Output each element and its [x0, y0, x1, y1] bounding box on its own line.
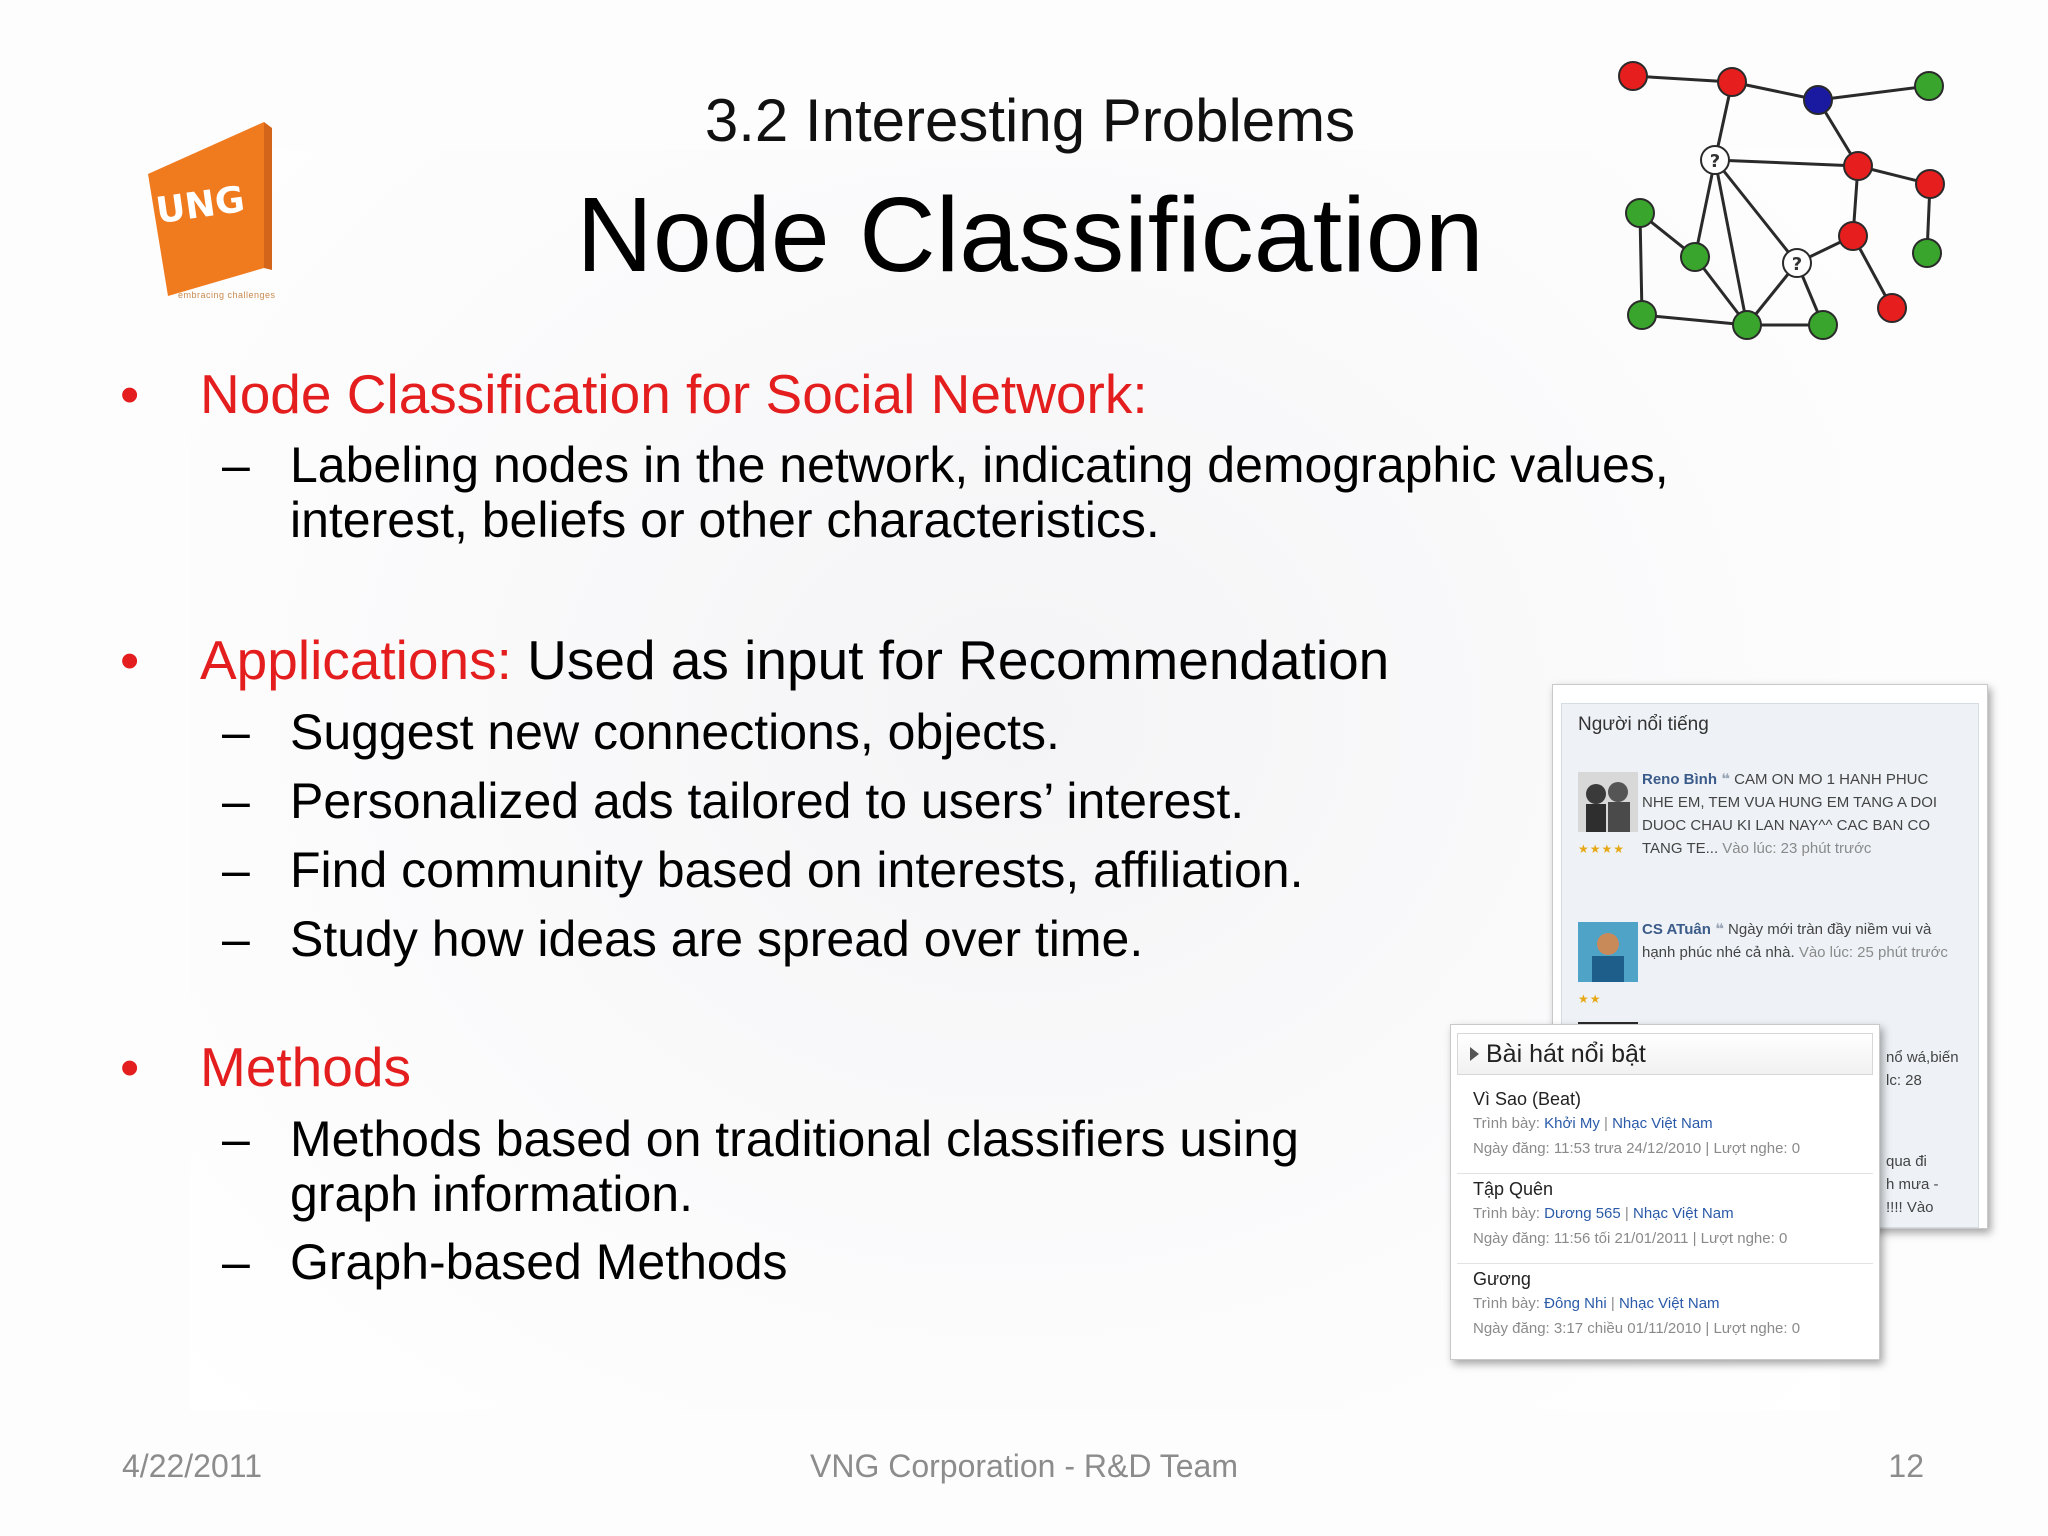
rating-stars: ★★★★: [1578, 842, 1626, 856]
slide-title: Node Classification: [576, 176, 1484, 294]
song-date-line: Ngày đăng: 3:17 chiều 01/11/2010 | Lượt nghe: 0: [1473, 1320, 1801, 1337]
rating-stars: ★★: [1578, 992, 1602, 1006]
svg-text:?: ?: [1709, 151, 1721, 172]
expand-triangle-icon[interactable]: [1470, 1047, 1479, 1061]
sub-bullet-text: Find community based on interests, affiliation.: [290, 842, 1304, 898]
sub-bullet-graph-based: [222, 1235, 788, 1290]
celebrity-fragment: lc: 28: [1886, 1072, 1922, 1089]
network-graph-illustration: [1600, 50, 1960, 350]
dash-marker: –: [222, 1111, 250, 1167]
logo-tagline: embracing challenges: [178, 290, 276, 300]
bullet-heading: Methods: [200, 1036, 411, 1098]
artist-label: Trình bày:: [1473, 1205, 1540, 1222]
bullet-social-network: [120, 362, 1148, 426]
bullet-applications: [120, 628, 1389, 692]
sub-bullet-text-cont: interest, beliefs or other characteristics.: [290, 492, 1160, 548]
separator: |: [1620, 1205, 1633, 1222]
post-time: Vào lúc: 25 phút trước: [1798, 944, 1948, 961]
post-time: Vào lúc: 23 phút trước: [1722, 840, 1872, 857]
sub-bullet-text: Labeling nodes in the network, indicating demographic values,: [290, 437, 1669, 493]
panel-header: [1457, 1033, 1873, 1075]
genre-link[interactable]: Nhạc Việt Nam: [1618, 1295, 1720, 1312]
song-item: [1457, 1083, 1873, 1174]
genre-link[interactable]: Nhạc Việt Nam: [1612, 1115, 1713, 1132]
svg-text:UNG: UNG: [153, 179, 248, 233]
sub-bullet-text: Personalized ads tailored to users’ interest.: [290, 773, 1245, 829]
song-item: [1457, 1173, 1873, 1264]
bullet-methods: [120, 1035, 411, 1099]
song-name[interactable]: Vì Sao (Beat): [1473, 1089, 1582, 1109]
artist-label: Trình bày:: [1473, 1115, 1540, 1132]
footer-date: 4/22/2011: [122, 1448, 262, 1484]
artist-link[interactable]: Dương 565: [1544, 1205, 1621, 1222]
celebrity-fragment: h mưa -: [1886, 1176, 1939, 1193]
artist-link[interactable]: Khởi My: [1544, 1115, 1600, 1132]
celebrity-name[interactable]: CS ATuân: [1642, 921, 1711, 938]
dash-marker: –: [222, 704, 250, 760]
artist-label: Trình bày:: [1473, 1295, 1540, 1312]
celebrity-name[interactable]: Reno Bình: [1642, 771, 1717, 788]
sub-bullet-text: Study how ideas are spread over time.: [290, 911, 1144, 967]
dash-marker: –: [222, 437, 250, 493]
song-date-line: Ngày đăng: 11:56 tối 21/01/2011 | Lượt nghe: 0: [1473, 1230, 1788, 1247]
celebrity-entry: [1642, 918, 1962, 964]
sub-bullet-ads: [222, 774, 1244, 829]
dash-marker: –: [222, 773, 250, 829]
celebrity-status: CAM ON MO 1 HANH PHUC NHE EM, TEM VUA HUNG EM TANG A DOI DUOC CHAU KI LAN NAY^^ CAC BAN CO TANG TE...: [1642, 771, 1938, 857]
sub-bullet-text-cont: graph information.: [290, 1166, 694, 1222]
genre-link[interactable]: Nhạc Việt Nam: [1632, 1205, 1734, 1222]
panel-title: Bài hát nổi bật: [1486, 1040, 1646, 1068]
sub-bullet-labeling: [222, 438, 1669, 548]
separator: |: [1606, 1295, 1619, 1312]
bullet-heading-rest: Used as input for Recommendation: [511, 629, 1390, 691]
bullet-marker: •: [120, 1036, 140, 1098]
bullet-marker: •: [120, 363, 140, 425]
sub-bullet-community: [222, 843, 1303, 898]
song-artist-line: [1473, 1295, 1720, 1312]
song-name[interactable]: Gương: [1473, 1269, 1531, 1289]
sub-bullet-text: Suggest new connections, objects.: [290, 704, 1060, 760]
footer-page-number: 12: [1888, 1448, 1924, 1484]
celebrity-entry: [1642, 768, 1962, 860]
song-artist-line: [1473, 1205, 1734, 1222]
quote-icon: ❝: [1715, 921, 1724, 938]
svg-text:?: ?: [1791, 254, 1803, 275]
artist-link[interactable]: Đông Nhi: [1544, 1295, 1607, 1312]
celebrity-fragment: !!!! Vào: [1886, 1199, 1934, 1216]
song-name[interactable]: Tập Quên: [1473, 1179, 1554, 1199]
song-item: [1457, 1263, 1873, 1353]
bullet-heading: Node Classification for Social Network:: [200, 363, 1148, 425]
slide-subtitle: 3.2 Interesting Problems: [704, 87, 1356, 154]
song-date-line: Ngày đăng: 11:53 trưa 24/12/2010 | Lượt nghe: 0: [1473, 1140, 1801, 1157]
sub-bullet-text: Methods based on traditional classifiers using: [290, 1111, 1299, 1167]
sub-bullet-traditional: [222, 1112, 1299, 1222]
dash-marker: –: [222, 1234, 250, 1290]
separator: |: [1599, 1115, 1613, 1132]
celebrity-fragment: nổ wá,biến: [1886, 1049, 1959, 1066]
bullet-marker: •: [120, 629, 140, 691]
footer-center: VNG Corporation - R&D Team: [810, 1448, 1238, 1484]
featured-songs-panel-screenshot: [1450, 1024, 1880, 1360]
avatar: [1578, 922, 1638, 982]
avatar: [1578, 772, 1638, 832]
panel-title: Người nổi tiếng: [1578, 714, 1709, 735]
celebrity-status: Ngày mới tràn đầy niềm vui và hạnh phúc nhé cả nhà.: [1642, 921, 1932, 961]
dash-marker: –: [222, 842, 250, 898]
sub-bullet-suggest: [222, 705, 1060, 760]
celebrity-fragment: qua đi: [1886, 1153, 1927, 1170]
bullet-heading: Applications:: [200, 629, 512, 691]
dash-marker: –: [222, 911, 250, 967]
quote-icon: ❝: [1721, 771, 1730, 788]
song-artist-line: [1473, 1115, 1713, 1132]
sub-bullet-text: Graph-based Methods: [290, 1234, 788, 1290]
vng-logo: [140, 118, 320, 308]
sub-bullet-ideas: [222, 912, 1143, 967]
